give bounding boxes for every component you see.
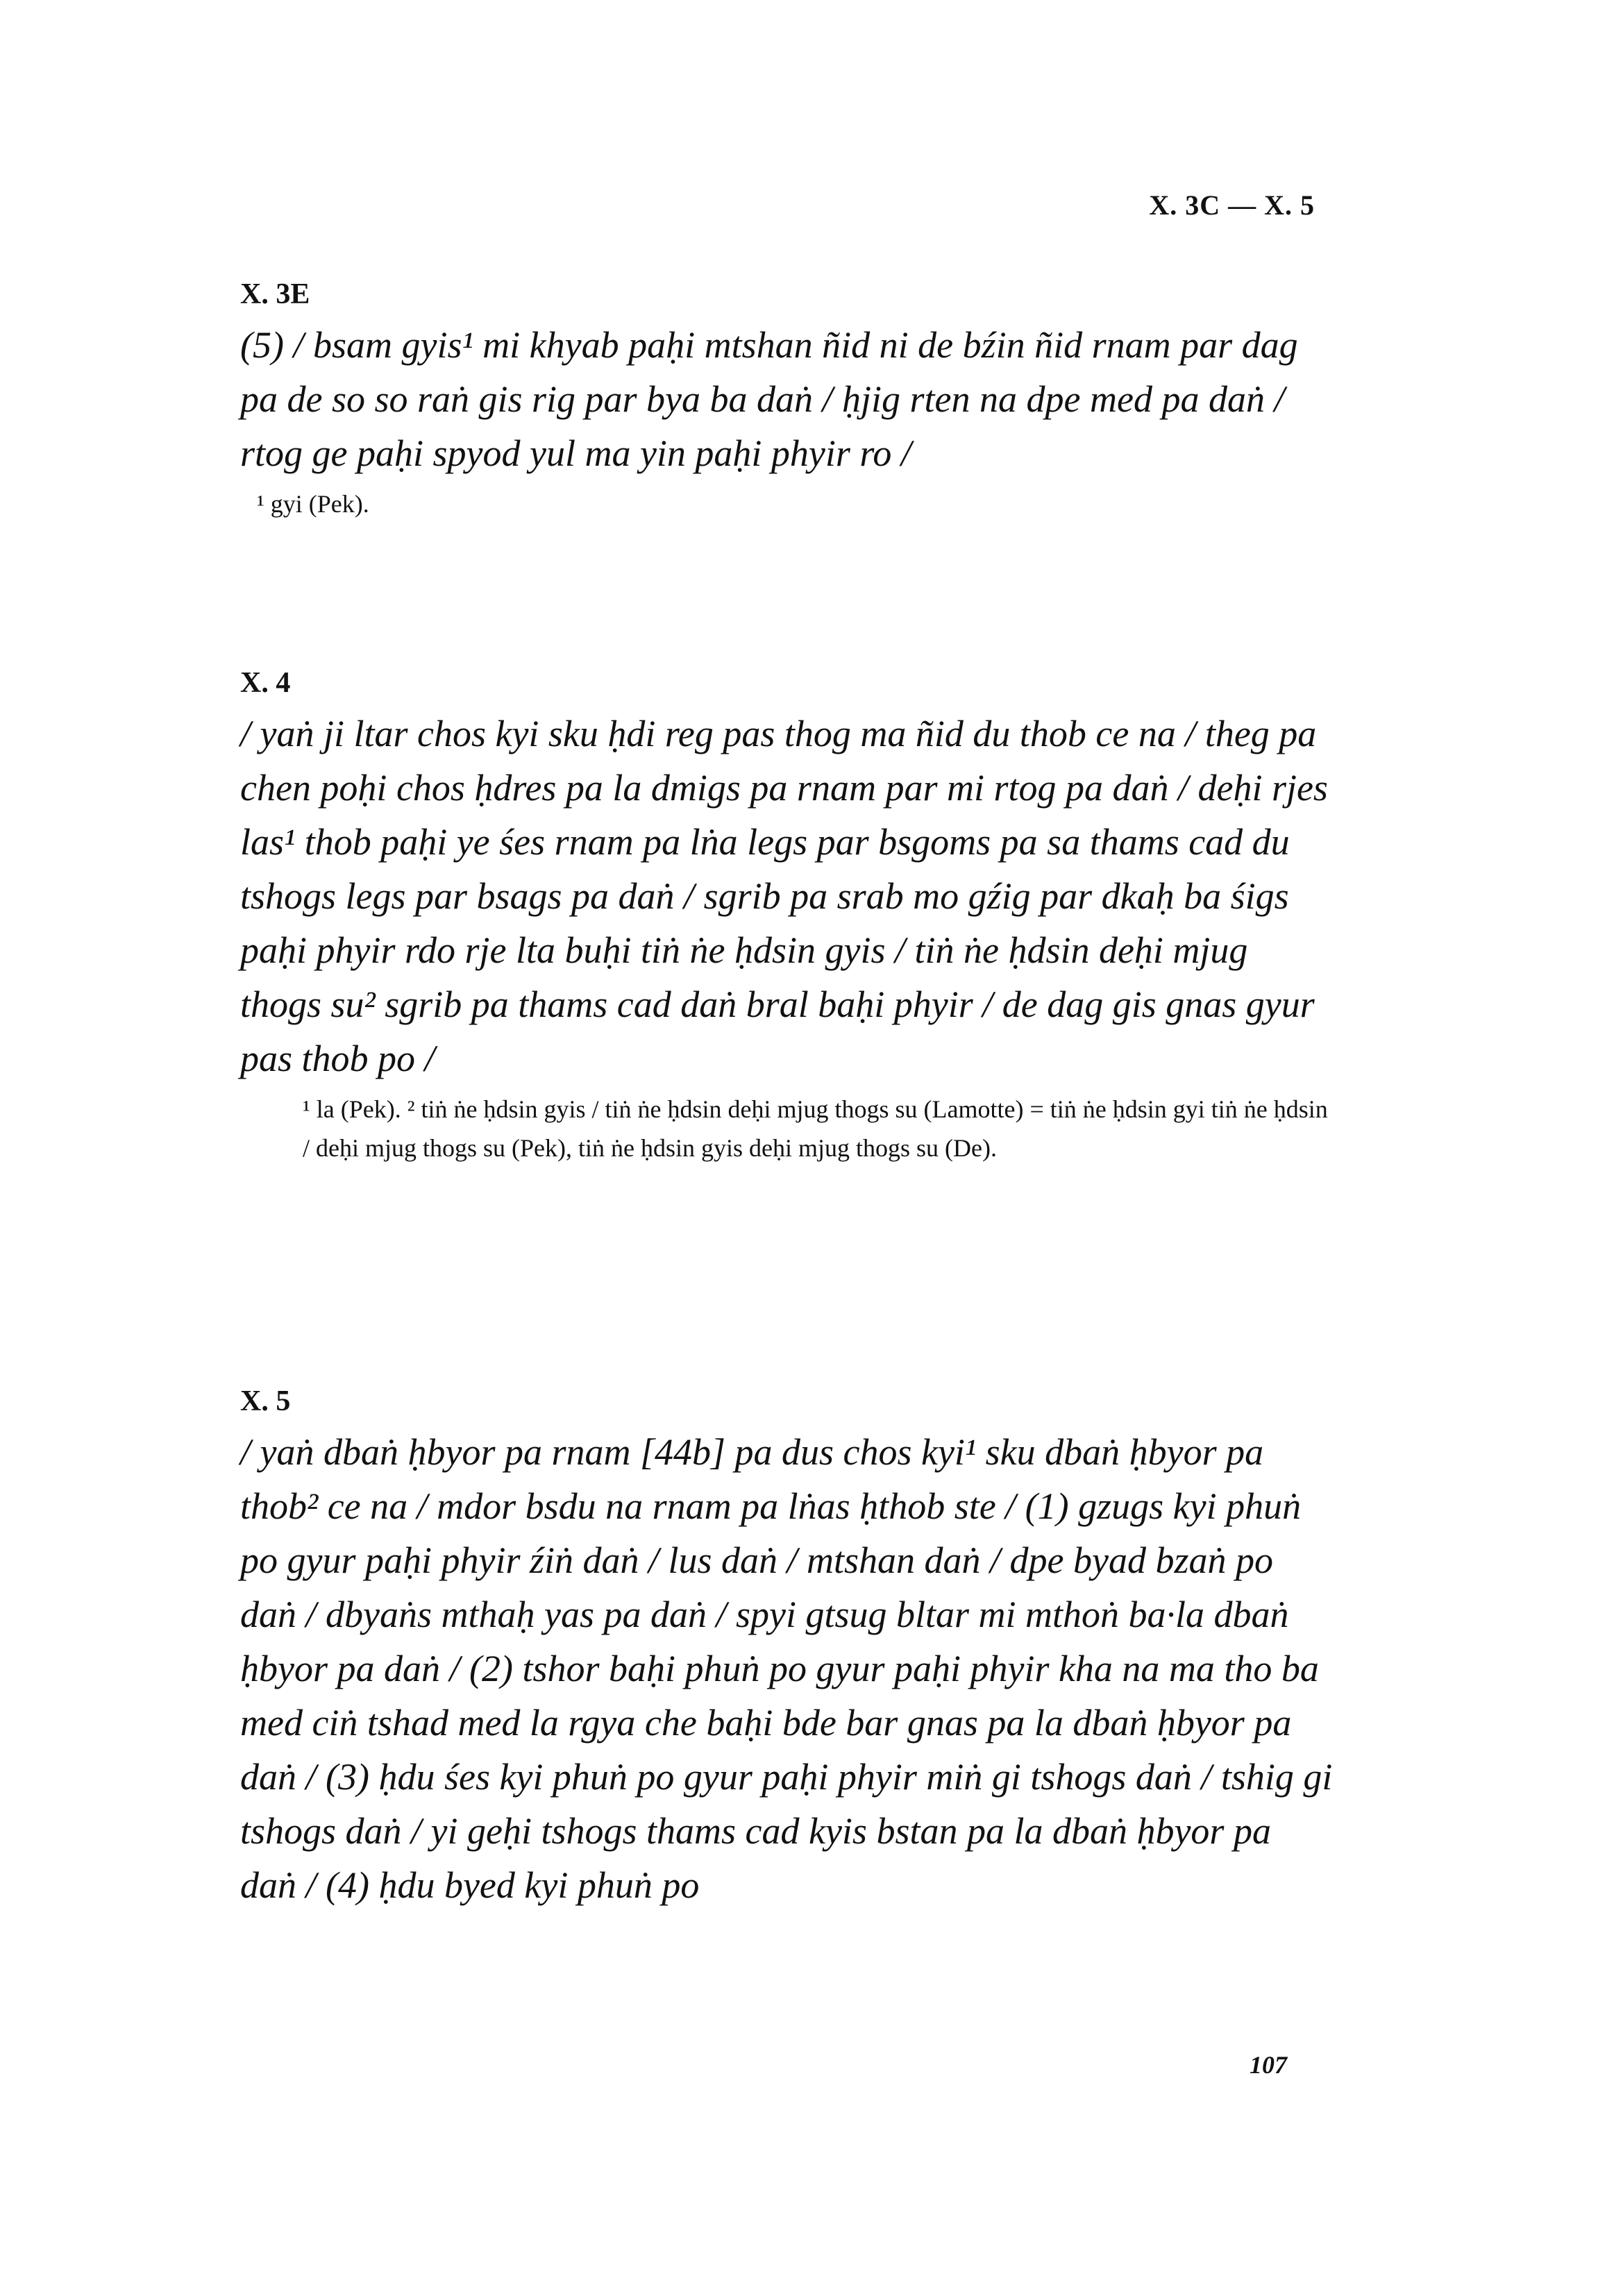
footnote: ¹ la (Pek). ² tiṅ ṅe ḥdsin gyis / tiṅ ṅe ḥdsin deḥi mjug thogs su (Lamotte) = tiṅ ṅe ḥdsin gyi tiṅ ṅe ḥdsin / deḥi mjug thogs su (Pek), tiṅ ṅe ḥdsin gyis deḥi mjug thogs su (De). bbox=[303, 1095, 1328, 1162]
section-x-3e bbox=[240, 278, 1334, 523]
section-x-5 bbox=[240, 1385, 1334, 1912]
section-paragraph: (5) / bsam gyis¹ mi khyab paḥi mtshan ñid ni de bźin ñid rnam par dag pa de so so raṅ gis rig par bya ba daṅ / ḥjig rten na dpe med pa daṅ / rtog ge paḥi spyod yul ma yin paḥi phyir ro / bbox=[240, 324, 1298, 474]
section-heading: X. 5 bbox=[240, 1385, 291, 1417]
page-number: 107 bbox=[1250, 2051, 1287, 2079]
section-paragraph: / yaṅ dbaṅ ḥbyor pa rnam [44b] pa dus chos kyi¹ sku dbaṅ ḥbyor pa thob² ce na / mdor bsdu na rnam pa lṅas ḥthob ste / (1) gzugs kyi phuṅ po gyur paḥi phyir źiṅ daṅ / lus daṅ / mtshan daṅ / dpe byad bzaṅ po daṅ / dbyaṅs mthaḥ yas pa daṅ / spyi gtsug bltar mi mthoṅ ba·la dbaṅ ḥbyor pa daṅ / (2) tshor baḥi phuṅ po gyur paḥi phyir kha na ma tho ba med ciṅ tshad med la rgya che baḥi bde bar gnas pa la dbaṅ ḥbyor pa daṅ / (3) ḥdu śes kyi phuṅ po gyur paḥi phyir miṅ gi tshogs daṅ / tshig gi tshogs daṅ / yi geḥi tshogs thams cad kyis bstan pa la dbaṅ ḥbyor pa daṅ / (4) ḥdu byed kyi phuṅ po bbox=[240, 1431, 1333, 1906]
section-heading: X. 4 bbox=[240, 667, 291, 699]
section-heading: X. 3E bbox=[240, 278, 310, 310]
footnote: ¹ gyi (Pek). bbox=[257, 490, 369, 518]
running-head: X. 3C — X. 5 bbox=[1149, 189, 1315, 221]
section-paragraph: / yaṅ ji ltar chos kyi sku ḥdi reg pas thog ma ñid du thob ce na / theg pa chen poḥi chos ḥdres pa la dmigs pa rnam par mi rtog pa daṅ / deḥi rjes las¹ thob paḥi ye śes rnam pa lṅa legs par bsgoms pa sa thams cad du tshogs legs par bsags pa daṅ / sgrib pa srab mo gźig par dkaḥ ba śigs paḥi phyir rdo rje lta buḥi tiṅ ṅe ḥdsin gyis / tiṅ ṅe ḥdsin deḥi mjug thogs su² sgrib pa thams cad daṅ bral baḥi phyir / de dag gis gnas gyur pas thob po / bbox=[240, 713, 1328, 1079]
section-x-4 bbox=[240, 666, 1334, 1167]
